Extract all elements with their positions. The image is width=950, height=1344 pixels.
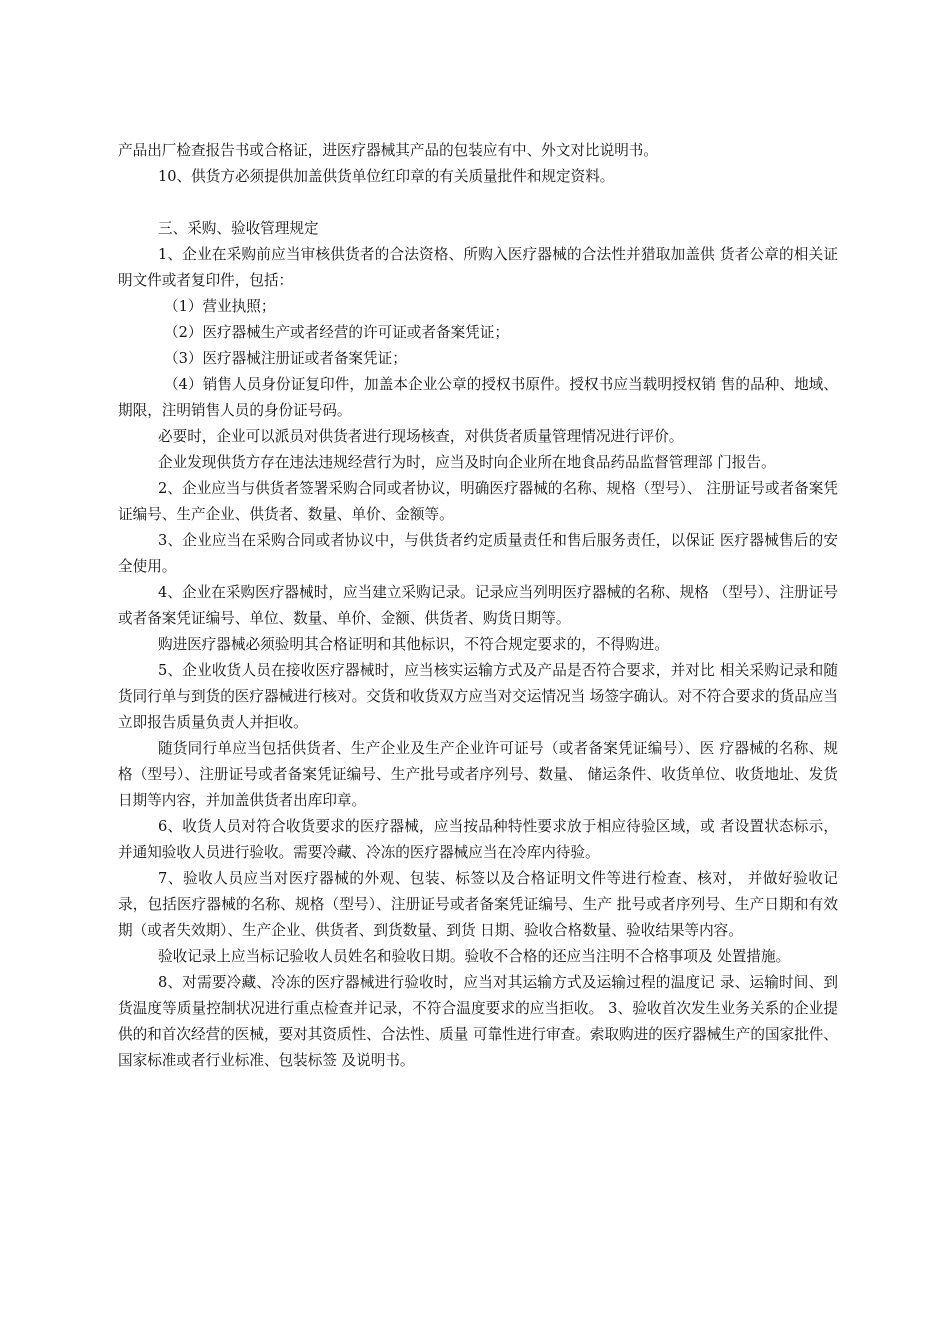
sub-item-2: （2）医疗器械生产或者经营的许可证或者备案凭证；	[164, 324, 509, 341]
paragraph-item-7: 7、验收人员应当对医疗器械的外观、包装、标签以及合格证明文件等进行检查、核对， 并做好验收记录，包括医疗器械的名称、规格（型号）、注册证号或者备案凭证编号、生产 批号或者序列号、生产日期和有效期（或者失效期）、生产企业、供货者、到货数量、到货 日期、验收合格数量、验收结果等内容。	[118, 870, 838, 939]
paragraph-continuation: 产品出厂检查报告书或合格证，进医疗器械其产品的包装应有中、外文对比说明书。	[118, 142, 658, 159]
paragraph-item-1: 1、企业在采购前应当审核供货者的合法资格、所购入医疗器械的合法性并猎取加盖供 货者公章的相关证明文件或者复印件，包括：	[118, 246, 838, 289]
sub-item-3: （3）医疗器械注册证或者备案凭证；	[164, 350, 407, 367]
section-heading-3: 三、采购、验收管理规定	[158, 220, 319, 237]
paragraph-inspection-record: 验收记录上应当标记验收人员姓名和验收日期。验收不合格的还应当注明不合格事项及 处置措施。	[158, 948, 791, 965]
paragraph-report-violation: 企业发现供货方存在违法违规经营行为时，应当及时向企业所在地食品药品监督管理部 门报告。	[158, 454, 776, 471]
sub-item-1: （1）营业执照；	[164, 298, 276, 315]
paragraph-item-2: 2、企业应当与供货者签署采购合同或者协议，明确医疗器械的名称、规格（型号）、 注册证号或者备案凭证编号、生产企业、供货者、数量、单价、金额等。	[118, 480, 838, 523]
paragraph-item-6: 6、收货人员对符合收货要求的医疗器械，应当按品种特性要求放于相应待验区域，或 者设置状态标示，并通知验收人员进行验收。需要冷藏、冷冻的医疗器械应当在冷库内待验。	[118, 818, 838, 861]
paragraph-item-5: 5、企业收货人员在接收医疗器械时，应当核实运输方式及产品是否符合要求，并对比 相关采购记录和随货同行单与到货的医疗器械进行核对。交货和收货双方应当对交运情况当 场签字确认。对不符合要求的货品应当立即报告质量负责人并拒收。	[118, 662, 838, 731]
paragraph-item-8: 8、对需要冷藏、冷冻的医疗器械进行验收时，应当对其运输方式及运输过程的温度记 录、运输时间、到货温度等质量控制状况进行重点检查并记录，不符合温度要求的应当拒收。 3、验收首次发生业务关系的企业提供的和首次经营的医械，要对其资质性、合法性、质量 可靠性进行审查。索取购进的医疗器械生产的国家批件、国家标准或者行业标准、包装标签 及说明书。	[118, 974, 838, 1069]
paragraph-item-3: 3、企业应当在采购合同或者协议中，与供货者约定质量责任和售后服务责任，以保证 医疗器械售后的安全使用。	[118, 532, 838, 575]
document-body	[118, 138, 838, 1074]
sub-item-4: （4）销售人员身份证复印件，加盖本企业公章的授权书原件。授权书应当载明授权销 售的品种、地域、期限，注明销售人员的身份证号码。	[118, 376, 838, 419]
paragraph-verify-certificate: 购进医疗器械必须验明其合格证明和其他标识，不符合规定要求的，不得购进。	[158, 636, 669, 653]
paragraph-onsite-check: 必要时，企业可以派员对供货者进行现场核查，对供货者质量管理情况进行评价。	[158, 428, 684, 445]
paragraph-item-10: 10、供货方必须提供加盖供货单位红印章的有关质量批件和规定资料。	[158, 168, 615, 185]
paragraph-delivery-note: 随货同行单应当包括供货者、生产企业及生产企业许可证号（或者备案凭证编号）、医 疗器械的名称、规格（型号）、注册证号或者备案凭证编号、生产批号或者序列号、数量、 储运条件、收货单位、收货地址、发货日期等内容，并加盖供货者出库印章。	[118, 740, 838, 809]
paragraph-item-4: 4、企业在采购医疗器械时，应当建立采购记录。记录应当列明医疗器械的名称、规格 （型号）、注册证号或者备案凭证编号、单位、数量、单价、金额、供货者、购货日期等。	[118, 584, 838, 627]
spacer	[118, 190, 838, 216]
